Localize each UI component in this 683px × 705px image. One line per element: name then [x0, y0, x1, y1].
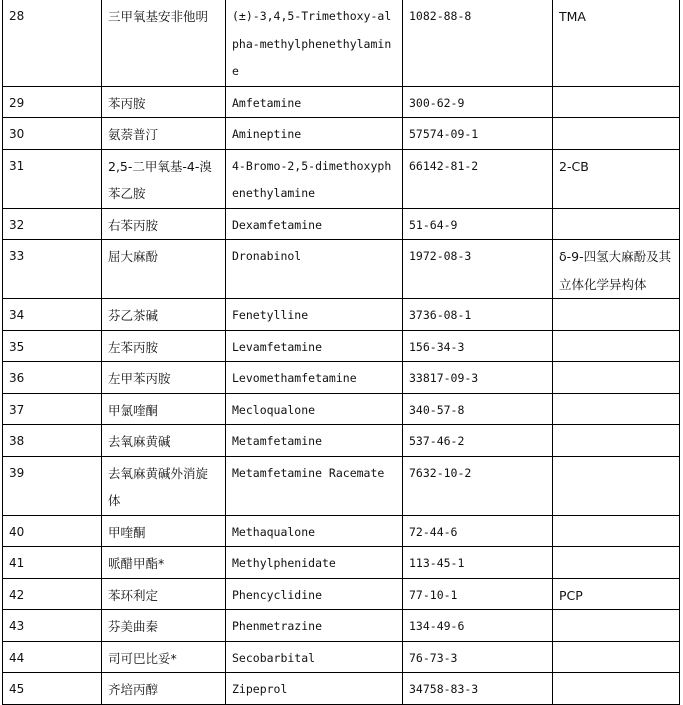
cell-english-name: Metamfetamine — [226, 425, 403, 457]
cell-cas-number: 33817-09-3 — [403, 362, 553, 394]
table-row — [3, 610, 680, 642]
table-row — [3, 578, 680, 610]
cell-cas-number: 76-73-3 — [403, 641, 553, 673]
cell-chinese-name: 左苯丙胺 — [102, 330, 226, 362]
cell-number: 30 — [3, 118, 102, 150]
cell-remark: TMA — [553, 0, 680, 86]
cell-chinese-name: 去氧麻黄碱 — [102, 425, 226, 457]
cell-cas-number: 72-44-6 — [403, 515, 553, 547]
table-row — [3, 299, 680, 331]
cell-chinese-name: 2,5-二甲氧基-4-溴苯乙胺 — [102, 149, 226, 208]
cell-chinese-name: 苯丙胺 — [102, 86, 226, 118]
table-row — [3, 330, 680, 362]
cell-chinese-name: 氨萘普汀 — [102, 118, 226, 150]
cell-english-name: Phencyclidine — [226, 578, 403, 610]
cell-number: 28 — [3, 0, 102, 86]
cell-number: 35 — [3, 330, 102, 362]
cell-chinese-name: 甲氯喹酮 — [102, 393, 226, 425]
table-row — [3, 547, 680, 579]
table-row — [3, 393, 680, 425]
cell-cas-number: 3736-08-1 — [403, 299, 553, 331]
cell-english-name: Amfetamine — [226, 86, 403, 118]
cell-remark — [553, 393, 680, 425]
cell-number: 45 — [3, 673, 102, 705]
cell-remark — [553, 515, 680, 547]
cell-english-name: Amineptine — [226, 118, 403, 150]
cell-number: 34 — [3, 299, 102, 331]
substance-table — [2, 0, 680, 705]
cell-english-name: Dexamfetamine — [226, 208, 403, 240]
cell-cas-number: 1972-08-3 — [403, 240, 553, 299]
table-row — [3, 208, 680, 240]
cell-cas-number: 7632-10-2 — [403, 456, 553, 515]
cell-cas-number: 66142-81-2 — [403, 149, 553, 208]
cell-remark: δ-9-四氢大麻酚及其立体化学异构体 — [553, 240, 680, 299]
cell-chinese-name: 芬乙茶碱 — [102, 299, 226, 331]
cell-chinese-name: 三甲氧基安非他明 — [102, 0, 226, 86]
cell-cas-number: 300-62-9 — [403, 86, 553, 118]
cell-number: 31 — [3, 149, 102, 208]
table-body — [3, 0, 680, 704]
cell-remark — [553, 118, 680, 150]
cell-remark — [553, 299, 680, 331]
table-row — [3, 641, 680, 673]
cell-cas-number: 34758-83-3 — [403, 673, 553, 705]
cell-cas-number: 156-34-3 — [403, 330, 553, 362]
cell-number: 40 — [3, 515, 102, 547]
cell-chinese-name: 去氧麻黄碱外消旋体 — [102, 456, 226, 515]
cell-english-name: Levomethamfetamine — [226, 362, 403, 394]
table-row — [3, 118, 680, 150]
table-row — [3, 0, 680, 86]
cell-english-name: Methaqualone — [226, 515, 403, 547]
cell-cas-number: 134-49-6 — [403, 610, 553, 642]
table-row — [3, 425, 680, 457]
cell-remark — [553, 425, 680, 457]
cell-chinese-name: 屈大麻酚 — [102, 240, 226, 299]
cell-number: 38 — [3, 425, 102, 457]
cell-chinese-name: 苯环利定 — [102, 578, 226, 610]
cell-chinese-name: 芬美曲秦 — [102, 610, 226, 642]
cell-english-name: Levamfetamine — [226, 330, 403, 362]
cell-number: 39 — [3, 456, 102, 515]
cell-remark — [553, 86, 680, 118]
cell-english-name: (±)-3,4,5-Trimethoxy-alpha-methylphenethylamine — [226, 0, 403, 86]
cell-cas-number: 1082-88-8 — [403, 0, 553, 86]
cell-cas-number: 57574-09-1 — [403, 118, 553, 150]
cell-cas-number: 51-64-9 — [403, 208, 553, 240]
cell-number: 37 — [3, 393, 102, 425]
cell-chinese-name: 右苯丙胺 — [102, 208, 226, 240]
cell-remark — [553, 641, 680, 673]
cell-english-name: Metamfetamine Racemate — [226, 456, 403, 515]
table-row — [3, 240, 680, 299]
cell-chinese-name: 司可巴比妥* — [102, 641, 226, 673]
cell-cas-number: 537-46-2 — [403, 425, 553, 457]
cell-chinese-name: 甲喹酮 — [102, 515, 226, 547]
table-row — [3, 673, 680, 705]
cell-remark — [553, 610, 680, 642]
cell-cas-number: 77-10-1 — [403, 578, 553, 610]
cell-number: 43 — [3, 610, 102, 642]
cell-number: 29 — [3, 86, 102, 118]
cell-chinese-name: 齐培丙醇 — [102, 673, 226, 705]
cell-number: 33 — [3, 240, 102, 299]
cell-remark — [553, 362, 680, 394]
cell-english-name: Fenetylline — [226, 299, 403, 331]
cell-remark — [553, 547, 680, 579]
cell-cas-number: 340-57-8 — [403, 393, 553, 425]
cell-cas-number: 113-45-1 — [403, 547, 553, 579]
table-row — [3, 86, 680, 118]
cell-number: 44 — [3, 641, 102, 673]
cell-english-name: Phenmetrazine — [226, 610, 403, 642]
cell-number: 41 — [3, 547, 102, 579]
table-row — [3, 515, 680, 547]
cell-remark: 2-CB — [553, 149, 680, 208]
cell-number: 42 — [3, 578, 102, 610]
cell-english-name: Dronabinol — [226, 240, 403, 299]
cell-english-name: Secobarbital — [226, 641, 403, 673]
cell-english-name: Mecloqualone — [226, 393, 403, 425]
cell-english-name: Zipeprol — [226, 673, 403, 705]
cell-remark — [553, 208, 680, 240]
cell-number: 32 — [3, 208, 102, 240]
cell-english-name: Methylphenidate — [226, 547, 403, 579]
cell-number: 36 — [3, 362, 102, 394]
cell-english-name: 4-Bromo-2,5-dimethoxyphenethylamine — [226, 149, 403, 208]
cell-chinese-name: 哌醋甲酯* — [102, 547, 226, 579]
cell-chinese-name: 左甲苯丙胺 — [102, 362, 226, 394]
cell-remark: PCP — [553, 578, 680, 610]
table-row — [3, 149, 680, 208]
table-row — [3, 456, 680, 515]
cell-remark — [553, 456, 680, 515]
table-row — [3, 362, 680, 394]
cell-remark — [553, 673, 680, 705]
cell-remark — [553, 330, 680, 362]
